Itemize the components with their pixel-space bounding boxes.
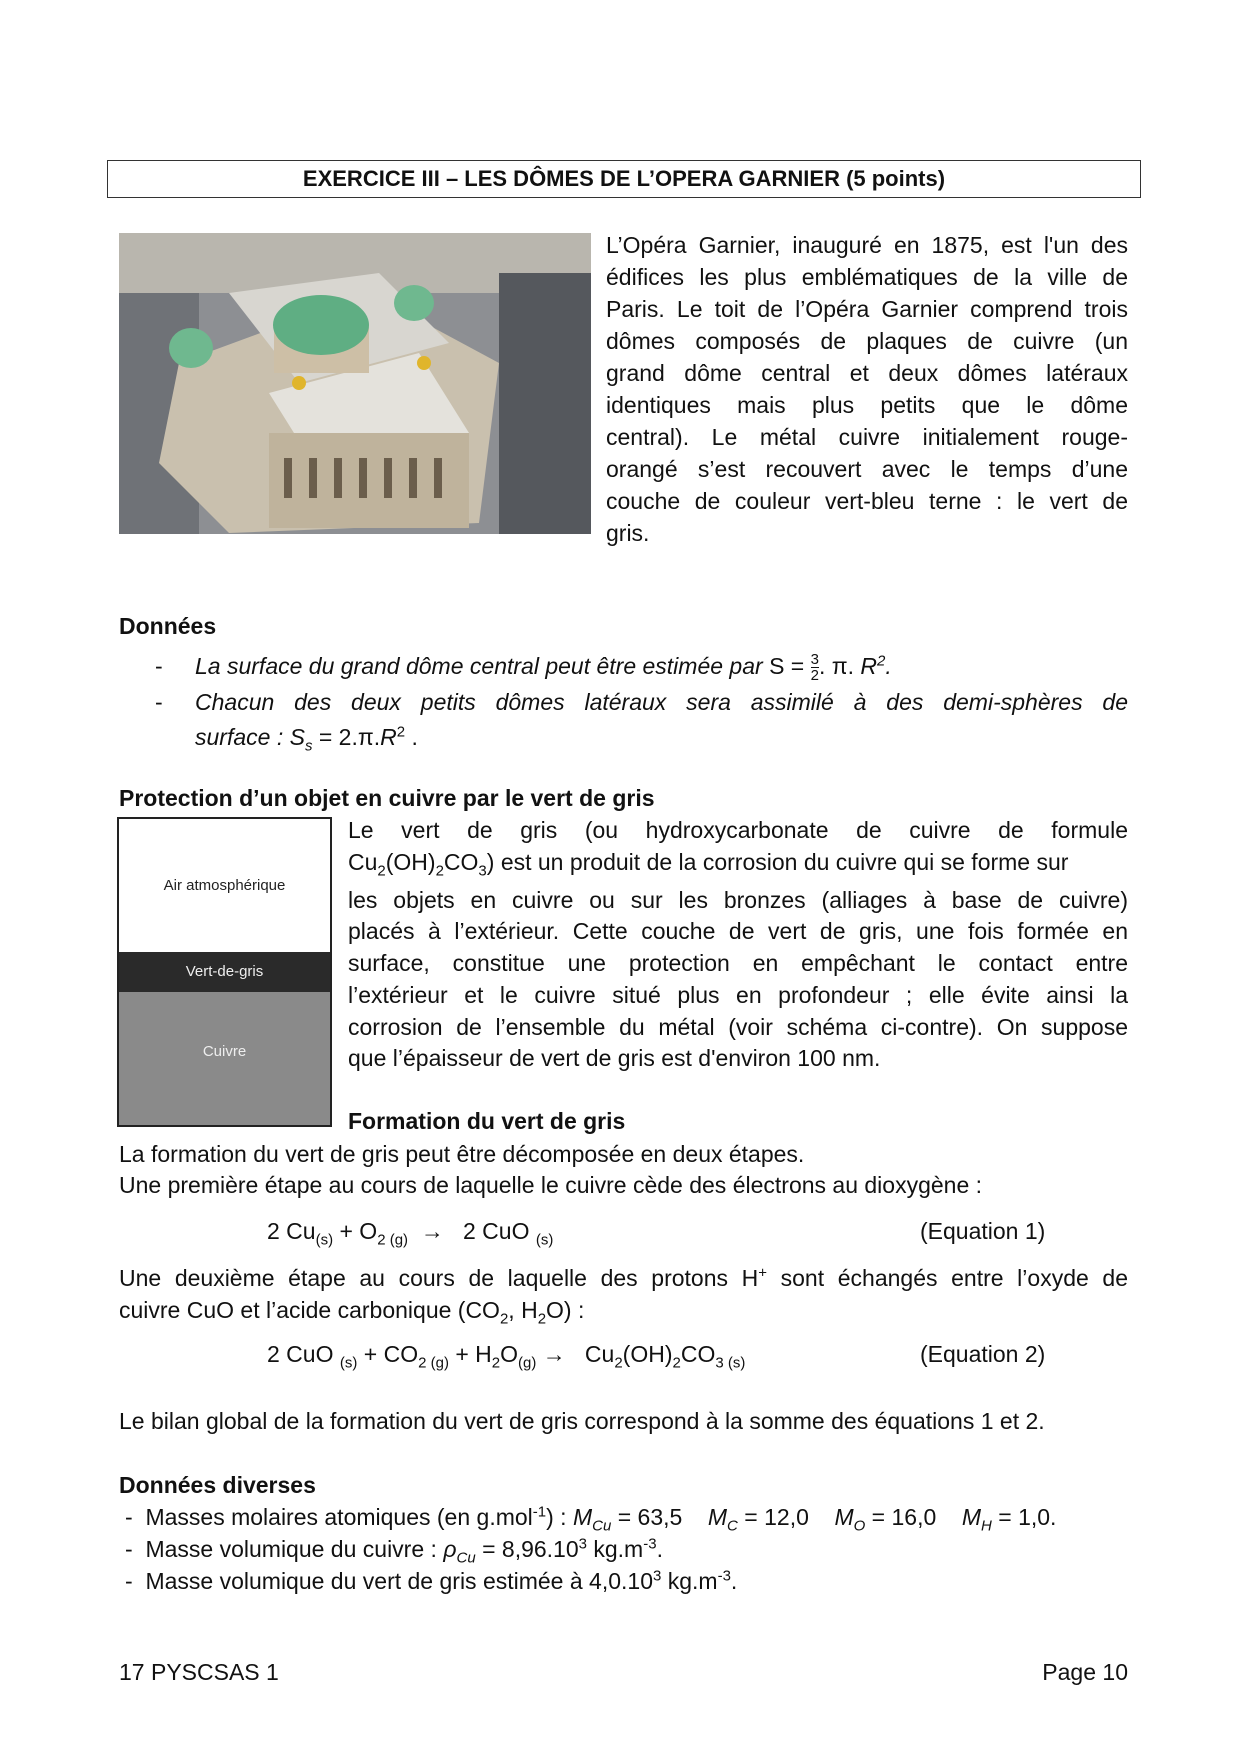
exercise-title: EXERCICE III – LES DÔMES DE L’OPERA GARNIER (5 points) — [107, 160, 1141, 198]
fraction — [811, 652, 819, 683]
equation-2: 2 CuO $_{(s)} + CO_{2 (g)} + H_2O_{(g)} \to Cu_2(OH)_2CO_{3 (s)}$ — [267, 1341, 746, 1372]
layer-vert-de-gris: Vert-de-gris — [119, 952, 330, 992]
formation-line: Une deuxième étape au cours de laquelle des protons H+ sont échangés entre l’oxyde de — [119, 1264, 1128, 1291]
intro-line: L’Opéra Garnier, inauguré en 1875, est l'un des — [606, 232, 1128, 258]
formula-eq: = 2.π. — [312, 724, 381, 750]
text: cuivre CuO et l’acide carbonique (CO — [119, 1297, 500, 1323]
value: = 8,96.10 — [475, 1536, 579, 1562]
protection-heading: Protection d’un objet en cuivre par le vert de gris — [119, 785, 655, 811]
corrosion-layer-diagram — [117, 817, 332, 1127]
protection-line: l’extérieur et le cuivre situé plus en profondeur ; elle évite ainsi la — [348, 982, 1128, 1008]
text: Masses molaires atomiques (en g.mol — [145, 1504, 533, 1530]
text: La surface du grand dôme central peut être estimée par — [195, 653, 763, 679]
equation-1: 2 $Cu_{(s)} + O_{2 (g)} \to 2$ CuO $_{(s)}$ — [267, 1218, 554, 1249]
intro-line: édifices les plus emblématiques de la ville de — [606, 264, 1128, 290]
protection-line: que l’épaisseur de vert de gris est d'environ 100 nm. — [348, 1045, 881, 1071]
diverses-bullet-2: - Masse volumique du cuivre : $\rho_{Cu} = 8,96.10^3$ $kg.m^{-3}$. — [125, 1535, 663, 1567]
text: Une deuxième étape au cours de laquelle des protons H — [119, 1265, 759, 1291]
footer-code: 17 PYSCSAS 1 — [119, 1659, 279, 1685]
text: surface : — [195, 724, 290, 750]
subscript: s — [304, 737, 313, 755]
intro-line: Paris. Le toit de l’Opéra Garnier comprend trois — [606, 296, 1128, 322]
protection-line: les objets en cuivre ou sur les bronzes (alliages à base de cuivre) — [348, 887, 1128, 913]
layer-air: Air atmosphérique — [119, 819, 330, 952]
equation-2-label: (Equation 2) — [920, 1341, 1046, 1367]
formation-line: La formation du vert de gris peut être décomposée en deux étapes. — [119, 1141, 805, 1167]
exponent: 2 — [877, 652, 886, 670]
diverses-bullet-1: - Masses molaires atomiques (en g.mol$^{-1}$) : $M_{Cu} = 63,5$ $M_C = 12,0$ $M_O = 16,0$ $M_H = 1,0$. — [125, 1503, 1057, 1535]
donnees-heading: Données — [119, 613, 217, 639]
text: ) est un produit de la corrosion du cuivre qui se forme sur — [486, 849, 1069, 875]
bullet-dash: - — [155, 689, 163, 715]
intro-line: grand dôme central et deux dômes latéraux — [606, 360, 1128, 386]
denominator: 2 — [810, 667, 819, 685]
numerator: 3 — [810, 651, 819, 669]
intro-line: central). Le métal cuivre initialement rouge- — [606, 424, 1128, 450]
page-number: Page 10 — [1042, 1659, 1128, 1685]
mass-h: 1,0 — [1018, 1504, 1051, 1530]
period: . — [885, 653, 892, 679]
mass-o: 16,0 — [891, 1504, 937, 1530]
protection-line: Le vert de gris (ou hydroxycarbonate de cuivre de formule — [348, 817, 1128, 843]
intro-line: gris. — [606, 520, 650, 546]
mass-cu: 63,5 — [637, 1504, 683, 1530]
intro-line: identiques mais plus petits que le dôme — [606, 392, 1128, 418]
mass-c: 12,0 — [764, 1504, 809, 1530]
intro-line: orangé s’est recouvert avec le temps d’une — [606, 456, 1128, 482]
diverses-heading: Données diverses — [119, 1472, 316, 1498]
protection-line: $Cu_2(OH)_2CO_3$) est un produit de la corrosion du cuivre qui se forme sur — [348, 849, 1069, 880]
formula-pi: . π. — [818, 653, 861, 679]
intro-line: dômes composés de plaques de cuivre (un — [606, 328, 1128, 354]
donnees-bullet-1 — [195, 651, 892, 683]
text: Masse volumique du vert de gris estimée à 4,0.10 — [145, 1568, 653, 1594]
exponent: 2 — [396, 723, 406, 741]
formula-s: S — [289, 724, 305, 750]
formula-r: R — [860, 653, 878, 679]
protection-line: surface, constitue une protection en empêchant le contact entre — [348, 950, 1128, 976]
protection-line: placés à l’extérieur. Cette couche de vert de gris, une fois formée en — [348, 918, 1128, 944]
protection-line: corrosion de l’ensemble du métal (voir schéma ci-contre). On suppose — [348, 1014, 1128, 1040]
bullet-dash: - — [155, 653, 163, 679]
layer-cuivre: Cuivre — [119, 992, 330, 1125]
formula-s: S = — [769, 653, 805, 679]
formation-line: Une première étape au cours de laquelle le cuivre cède des électrons au dioxygène : — [119, 1172, 983, 1198]
equation-1-label: (Equation 1) — [920, 1218, 1046, 1244]
period: . — [405, 724, 418, 750]
diverses-bullet-3: - Masse volumique du vert de gris estimée à 4,0.10$^3$ $kg.m^{-3}$. — [125, 1567, 738, 1594]
donnees-bullet-2-cont — [195, 722, 418, 755]
bilan-line: Le bilan global de la formation du vert de gris correspond à la somme des équations 1 et 2. — [119, 1408, 1045, 1434]
formula-r: R — [380, 724, 397, 750]
opera-garnier-photo — [119, 233, 591, 534]
text: Masse volumique du cuivre : — [145, 1536, 444, 1562]
text: sont échangés entre l’oxyde de — [767, 1265, 1128, 1291]
donnees-bullet-2: Chacun des deux petits dômes latéraux sera assimilé à des demi-sphères de — [195, 689, 1128, 715]
intro-line: couche de couleur vert-bleu terne : le vert de — [606, 488, 1128, 514]
formation-heading: Formation du vert de gris — [348, 1108, 626, 1134]
formation-line: cuivre CuO et l’acide carbonique ($CO_2$, $H_2O$) : — [119, 1297, 585, 1328]
